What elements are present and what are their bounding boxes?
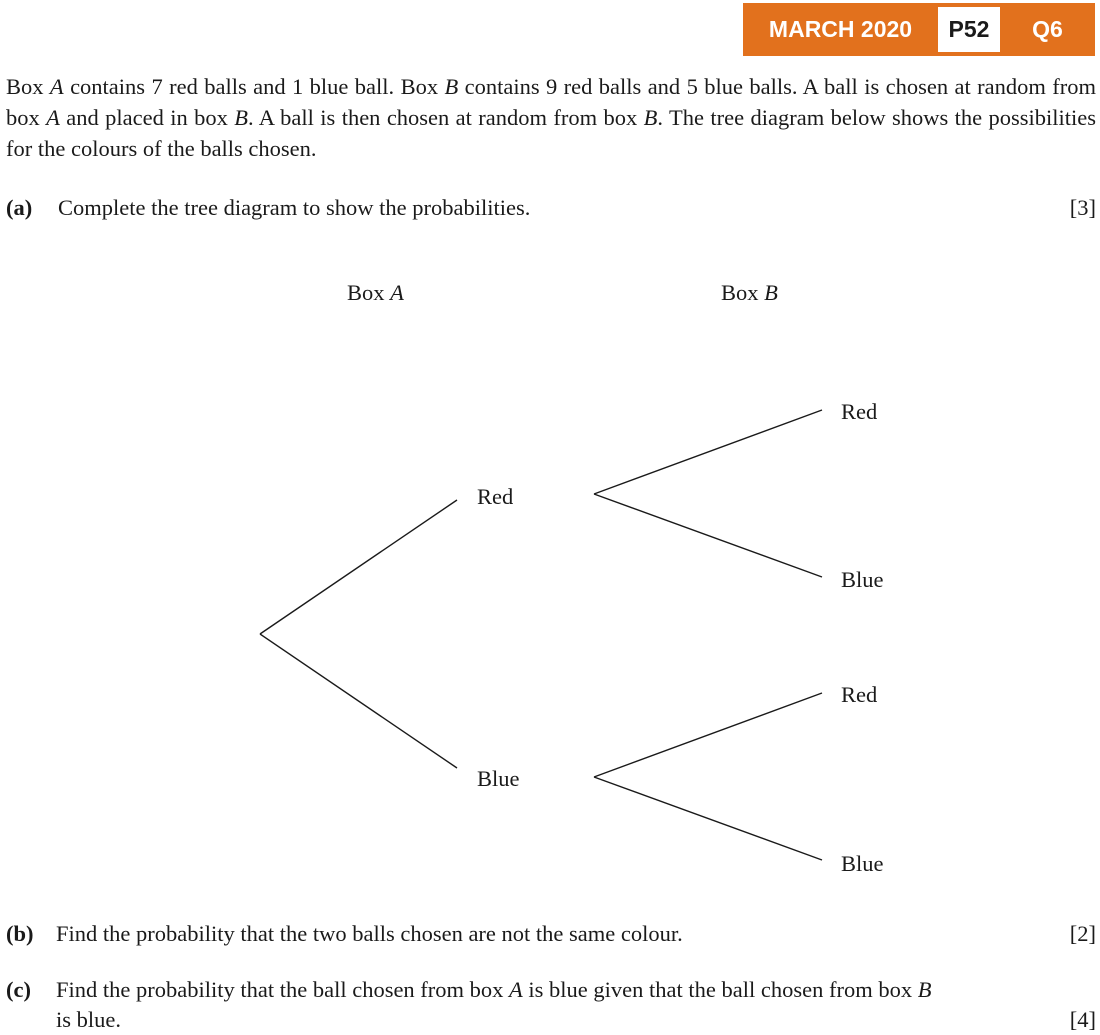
box-a-heading: Box A [347,280,404,305]
branch-blue-to-red [594,693,822,777]
part-a-text: Complete the tree diagram to show the probabilities. [58,195,531,220]
branch-blue-to-blue [594,777,822,860]
node-red-red: Red [841,399,878,424]
part-b [6,919,1096,949]
branch-red-to-blue [594,494,822,577]
node-red-blue: Blue [841,567,884,592]
paper-code: P52 [938,7,1000,52]
part-c-label: (c) [6,977,31,1002]
part-c-marks: [4] [1069,1007,1096,1032]
question-stem: Box A contains 7 red balls and 1 blue ball. Box B contains 9 red balls and 5 blue balls. A ball is chosen at random from box A and placed in box B. A ball is then chosen at random from box B. The tree diagram below shows the possibilities for the colours of the balls chosen. [6,74,1096,161]
part-c [6,975,1096,1035]
part-a-marks: [3] [1069,195,1096,220]
part-c-text: Find the probability that the ball chosen from box A is blue given that the ball chosen from box B is blue. [56,977,932,1032]
question-number: Q6 [1032,16,1063,42]
part-b-text: Find the probability that the two balls chosen are not the same colour. [56,921,683,946]
node-blue-blue: Blue [841,851,884,876]
branch-start-to-red [260,500,457,634]
box-b-heading: Box B [721,280,778,305]
part-b-label: (b) [6,921,34,946]
branch-start-to-blue [260,634,457,768]
part-b-marks: [2] [1069,921,1096,946]
node-blue-red: Red [841,682,878,707]
node-a-red: Red [477,484,514,509]
exam-session: MARCH 2020 [768,16,913,42]
node-a-blue: Blue [477,766,520,791]
branch-red-to-red [594,410,822,494]
part-a-label: (a) [6,195,33,220]
